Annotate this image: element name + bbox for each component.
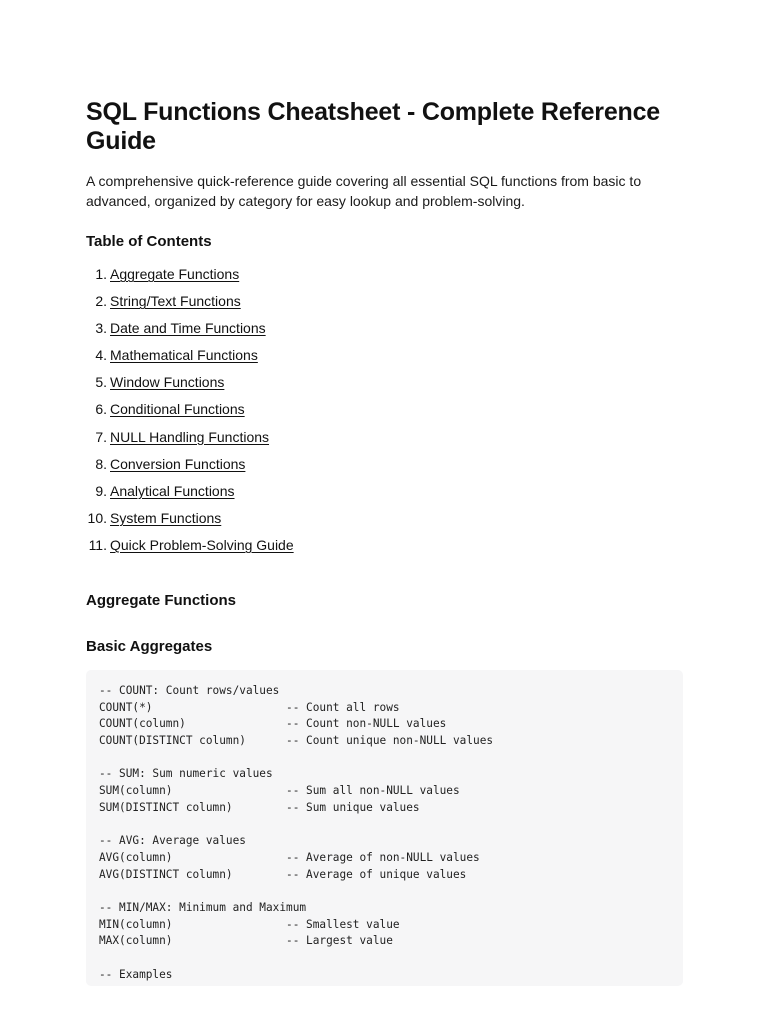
toc-item-date-time bbox=[86, 318, 683, 345]
toc-item-number: 7. bbox=[95, 428, 107, 445]
toc-item-number: 10. bbox=[87, 509, 107, 526]
toc-link-system-functions[interactable]: System Functions bbox=[110, 509, 222, 526]
toc-link-quick-problem-solving-guide[interactable]: Quick Problem-Solving Guide bbox=[110, 536, 294, 553]
toc-item-number: 9. bbox=[95, 482, 107, 499]
code-line: MAX(column) -- Largest value bbox=[99, 934, 393, 948]
toc-item-number: 2. bbox=[95, 293, 107, 310]
code-block bbox=[86, 670, 683, 986]
page-title: SQL Functions Cheatsheet - Complete Reference Guide bbox=[86, 98, 660, 155]
toc-item-aggregate bbox=[86, 264, 683, 291]
toc-link-mathematical-functions[interactable]: Mathematical Functions bbox=[110, 347, 258, 364]
toc-link-date-time-functions[interactable]: Date and Time Functions bbox=[110, 320, 266, 337]
code-line bbox=[99, 950, 683, 967]
toc-link-aggregate-functions[interactable]: Aggregate Functions bbox=[110, 266, 240, 282]
code-line: SUM(column) -- Sum all non-NULL values bbox=[99, 784, 460, 798]
subheading-basic-aggregates: Basic Aggregates bbox=[86, 638, 213, 656]
code-line: -- AVG: Average values bbox=[99, 834, 246, 848]
toc-item-analytical bbox=[86, 481, 683, 508]
code-line bbox=[99, 817, 683, 834]
toc-item-number: 8. bbox=[95, 455, 107, 472]
toc-item-number: 5. bbox=[95, 374, 107, 391]
toc-link-conversion-functions[interactable]: Conversion Functions bbox=[110, 455, 246, 472]
section-heading-aggregate-functions: Aggregate Functions bbox=[86, 592, 237, 610]
code-line: -- Examples bbox=[99, 967, 173, 981]
code-line: -- COUNT: Count rows/values bbox=[99, 684, 280, 698]
code-line: SUM(DISTINCT column) -- Sum unique values bbox=[99, 800, 420, 814]
toc-item-mathematical bbox=[86, 345, 683, 372]
toc-link-conditional-functions[interactable]: Conditional Functions bbox=[110, 401, 245, 418]
toc-item-window bbox=[86, 372, 683, 399]
code-line: AVG(DISTINCT column) -- Average of unique values bbox=[99, 867, 467, 881]
code-line: COUNT(DISTINCT column) -- Count unique non-NULL values bbox=[99, 734, 494, 748]
intro-paragraph: A comprehensive quick-reference guide covering all essential SQL functions from basic to advanced, organized by category for easy lookup and problem-solving. bbox=[86, 173, 642, 209]
toc-item-string bbox=[86, 291, 683, 318]
toc-link-string-text-functions[interactable]: String/Text Functions bbox=[110, 293, 241, 310]
toc-item-number: 1. bbox=[95, 266, 107, 282]
code-line bbox=[99, 883, 683, 900]
toc-item-system bbox=[86, 508, 683, 535]
toc-item-number: 3. bbox=[95, 320, 107, 337]
toc-item-conversion bbox=[86, 454, 683, 481]
code-line: -- MIN/MAX: Minimum and Maximum bbox=[99, 900, 307, 914]
toc-link-null-handling-functions[interactable]: NULL Handling Functions bbox=[110, 428, 270, 445]
code-line: -- SUM: Sum numeric values bbox=[99, 767, 273, 781]
toc-item-null-handling bbox=[86, 427, 683, 454]
toc-item-number: 11. bbox=[88, 536, 107, 553]
toc-link-window-functions[interactable]: Window Functions bbox=[110, 374, 225, 391]
code-line: COUNT(column) -- Count non-NULL values bbox=[99, 717, 447, 731]
document-page bbox=[86, 98, 683, 986]
toc-item-number: 4. bbox=[95, 347, 107, 364]
code-line: AVG(column) -- Average of non-NULL values bbox=[99, 850, 480, 864]
toc-item-conditional bbox=[86, 399, 683, 426]
code-line bbox=[99, 750, 683, 767]
toc-link-analytical-functions[interactable]: Analytical Functions bbox=[110, 482, 235, 499]
code-line: COUNT(*) -- Count all rows bbox=[99, 700, 400, 714]
toc-item-number: 6. bbox=[95, 401, 107, 418]
table-of-contents bbox=[86, 264, 683, 562]
toc-item-problem-solving bbox=[86, 535, 683, 562]
toc-heading: Table of Contents bbox=[86, 233, 212, 250]
code-line: MIN(column) -- Smallest value bbox=[99, 917, 400, 931]
